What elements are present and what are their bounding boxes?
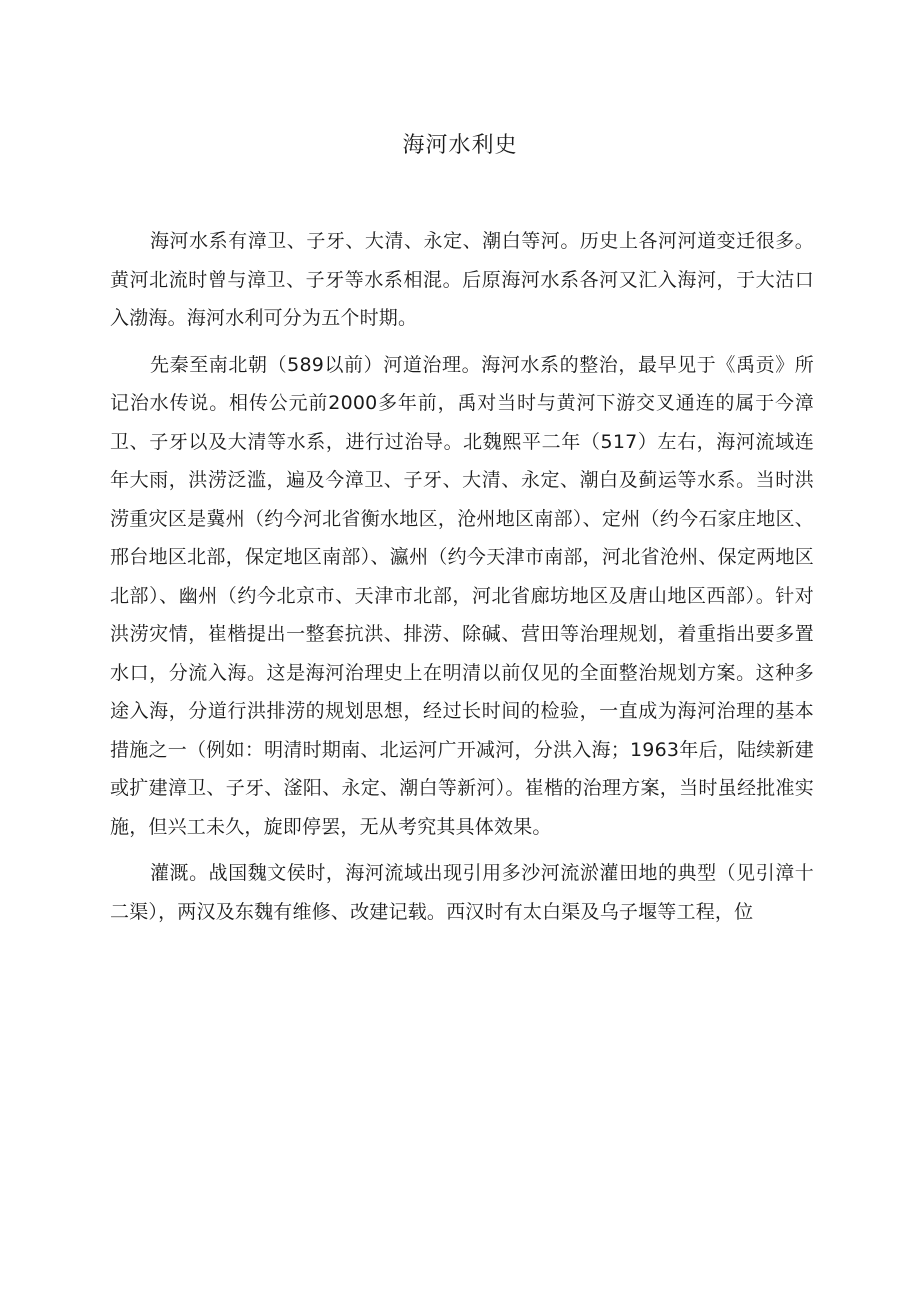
document-body	[110, 222, 814, 939]
paragraph-irrigation: 灌溉。战国魏文侯时，海河流域出现引用多沙河流淤灌田地的典型（见引漳十二渠），两汉及东魏有维修、改建记载。西汉时有太白渠及乌子堰等工程，位	[110, 862, 814, 923]
paragraph-river-governance: 先秦至南北朝（589以前）河道治理。海河水系的整治，最早见于《禹贡》所记治水传说。相传公元前2000多年前，禹对当时与黄河下游交叉通连的属于今漳卫、子牙以及大清等水系，进行过治导。北魏熙平二年（517）左右，海河流域连年大雨，洪涝泛滥，遍及今漳卫、子牙、大清、永定、潮白及蓟运等水系。当时洪涝重灾区是冀州（约今河北省衡水地区，沧州地区南部）、定州（约今石家庄地区、邢台地区北部，保定地区南部）、瀛州（约今天津市南部，河北省沧州、保定两地区北部）、幽州（约今北京市、天津市北部，河北省廊坊地区及唐山地区西部）。针对洪涝灾情，崔楷提出一整套抗洪、排涝、除碱、营田等治理规划，着重指出要多置水口，分流入海。这是海河治理史上在明清以前仅见的全面整治规划方案。这种多途入海，分道行洪排涝的规划思想，经过长时间的检验，一直成为海河治理的基本措施之一（例如：明清时期南、北运河广开减河，分洪入海；1963年后，陆续新建或扩建漳卫、子牙、滏阳、永定、潮白等新河）。崔楷的治理方案，当时虽经批准实施，但兴工未久，旋即停罢，无从考究其具体效果。	[110, 353, 814, 838]
document-title: 海河水利史	[402, 133, 518, 158]
paragraph-overview: 海河水系有漳卫、子牙、大清、永定、潮白等河。历史上各河河道变迁很多。黄河北流时曾与漳卫、子牙等水系相混。后原海河水系各河又汇入海河，于大沽口入渤海。海河水利可分为五个时期。	[110, 230, 814, 329]
